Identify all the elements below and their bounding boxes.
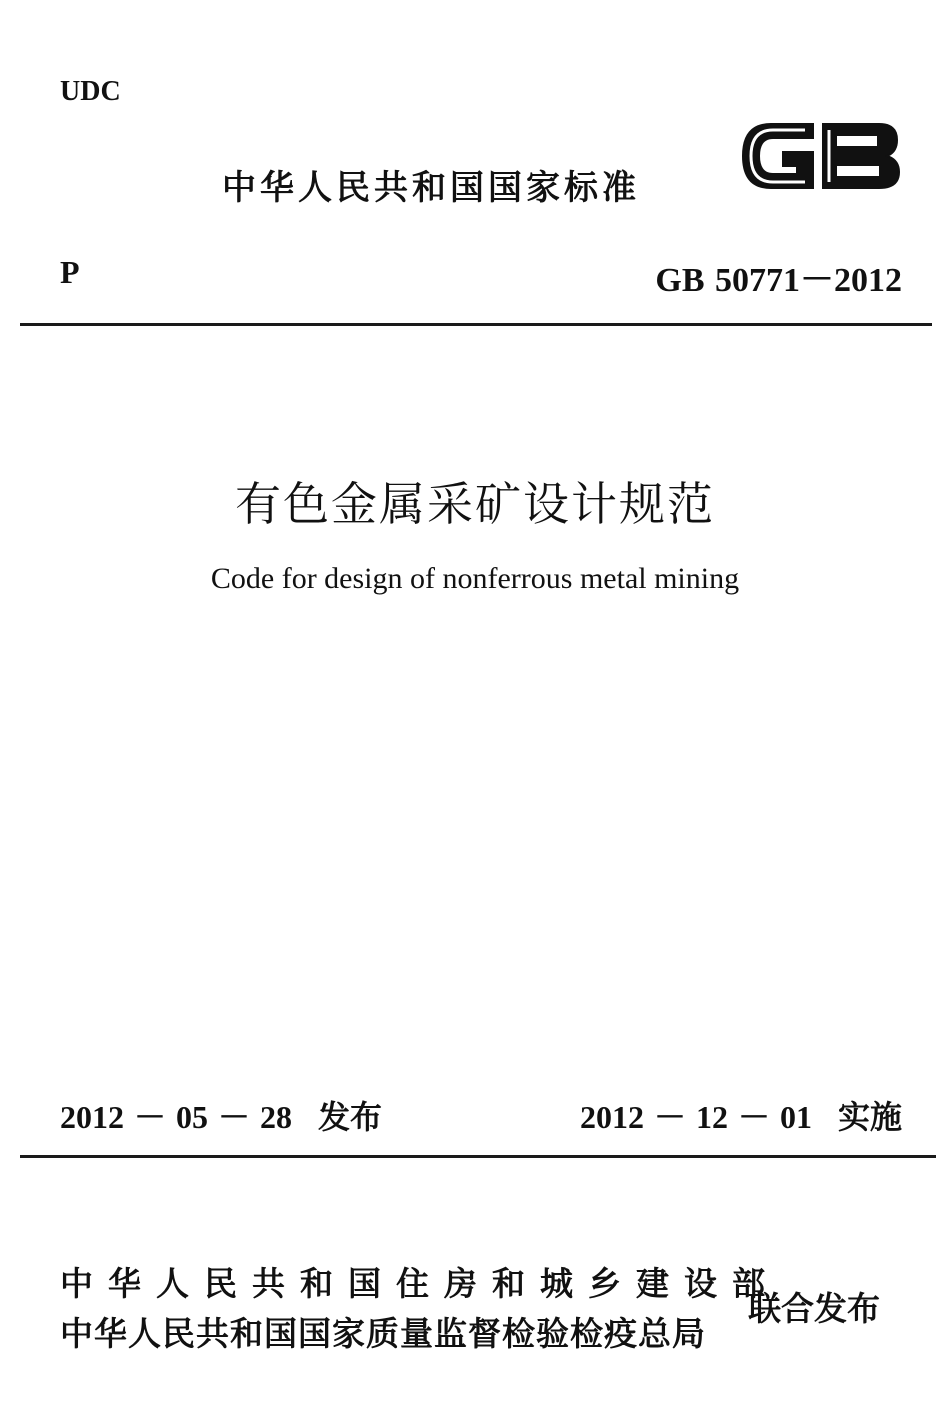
issue-month: 05 — [176, 1099, 209, 1135]
title-chinese: 有色金属采矿设计规范 — [235, 477, 715, 531]
gb-logo-icon — [733, 110, 905, 202]
udc-label: UDC — [60, 76, 121, 107]
top-divider — [20, 323, 932, 326]
national-standard-heading: 中华人民共和国国家标准 — [222, 168, 640, 208]
issue-date — [60, 1092, 382, 1138]
joint-issue-label: 联合发布 — [748, 1289, 880, 1328]
implementation-label: 实施 — [837, 1098, 902, 1136]
impl-month: 12 — [695, 1099, 728, 1135]
date-separator: － — [218, 1099, 251, 1135]
impl-day: 01 — [779, 1099, 812, 1135]
standard-number: GB 50771－2012 — [655, 262, 902, 299]
date-separator: － — [653, 1099, 686, 1135]
title-english: Code for design of nonferrous metal mining — [210, 562, 740, 595]
classification-letter: P — [60, 254, 80, 290]
implementation-date — [580, 1092, 902, 1138]
date-separator: － — [737, 1099, 770, 1135]
issue-label: 发布 — [318, 1098, 383, 1136]
issue-year: 2012 — [60, 1099, 124, 1135]
date-separator: － — [134, 1099, 167, 1135]
issuer-ministry-housing: 中华人民共和国住房和城乡建设部 — [60, 1264, 780, 1303]
issuer-quality-administration: 中华人民共和国国家质量监督检验检疫总局 — [60, 1314, 706, 1353]
impl-year: 2012 — [579, 1099, 644, 1135]
issue-day: 28 — [260, 1099, 293, 1135]
bottom-divider — [20, 1155, 936, 1158]
